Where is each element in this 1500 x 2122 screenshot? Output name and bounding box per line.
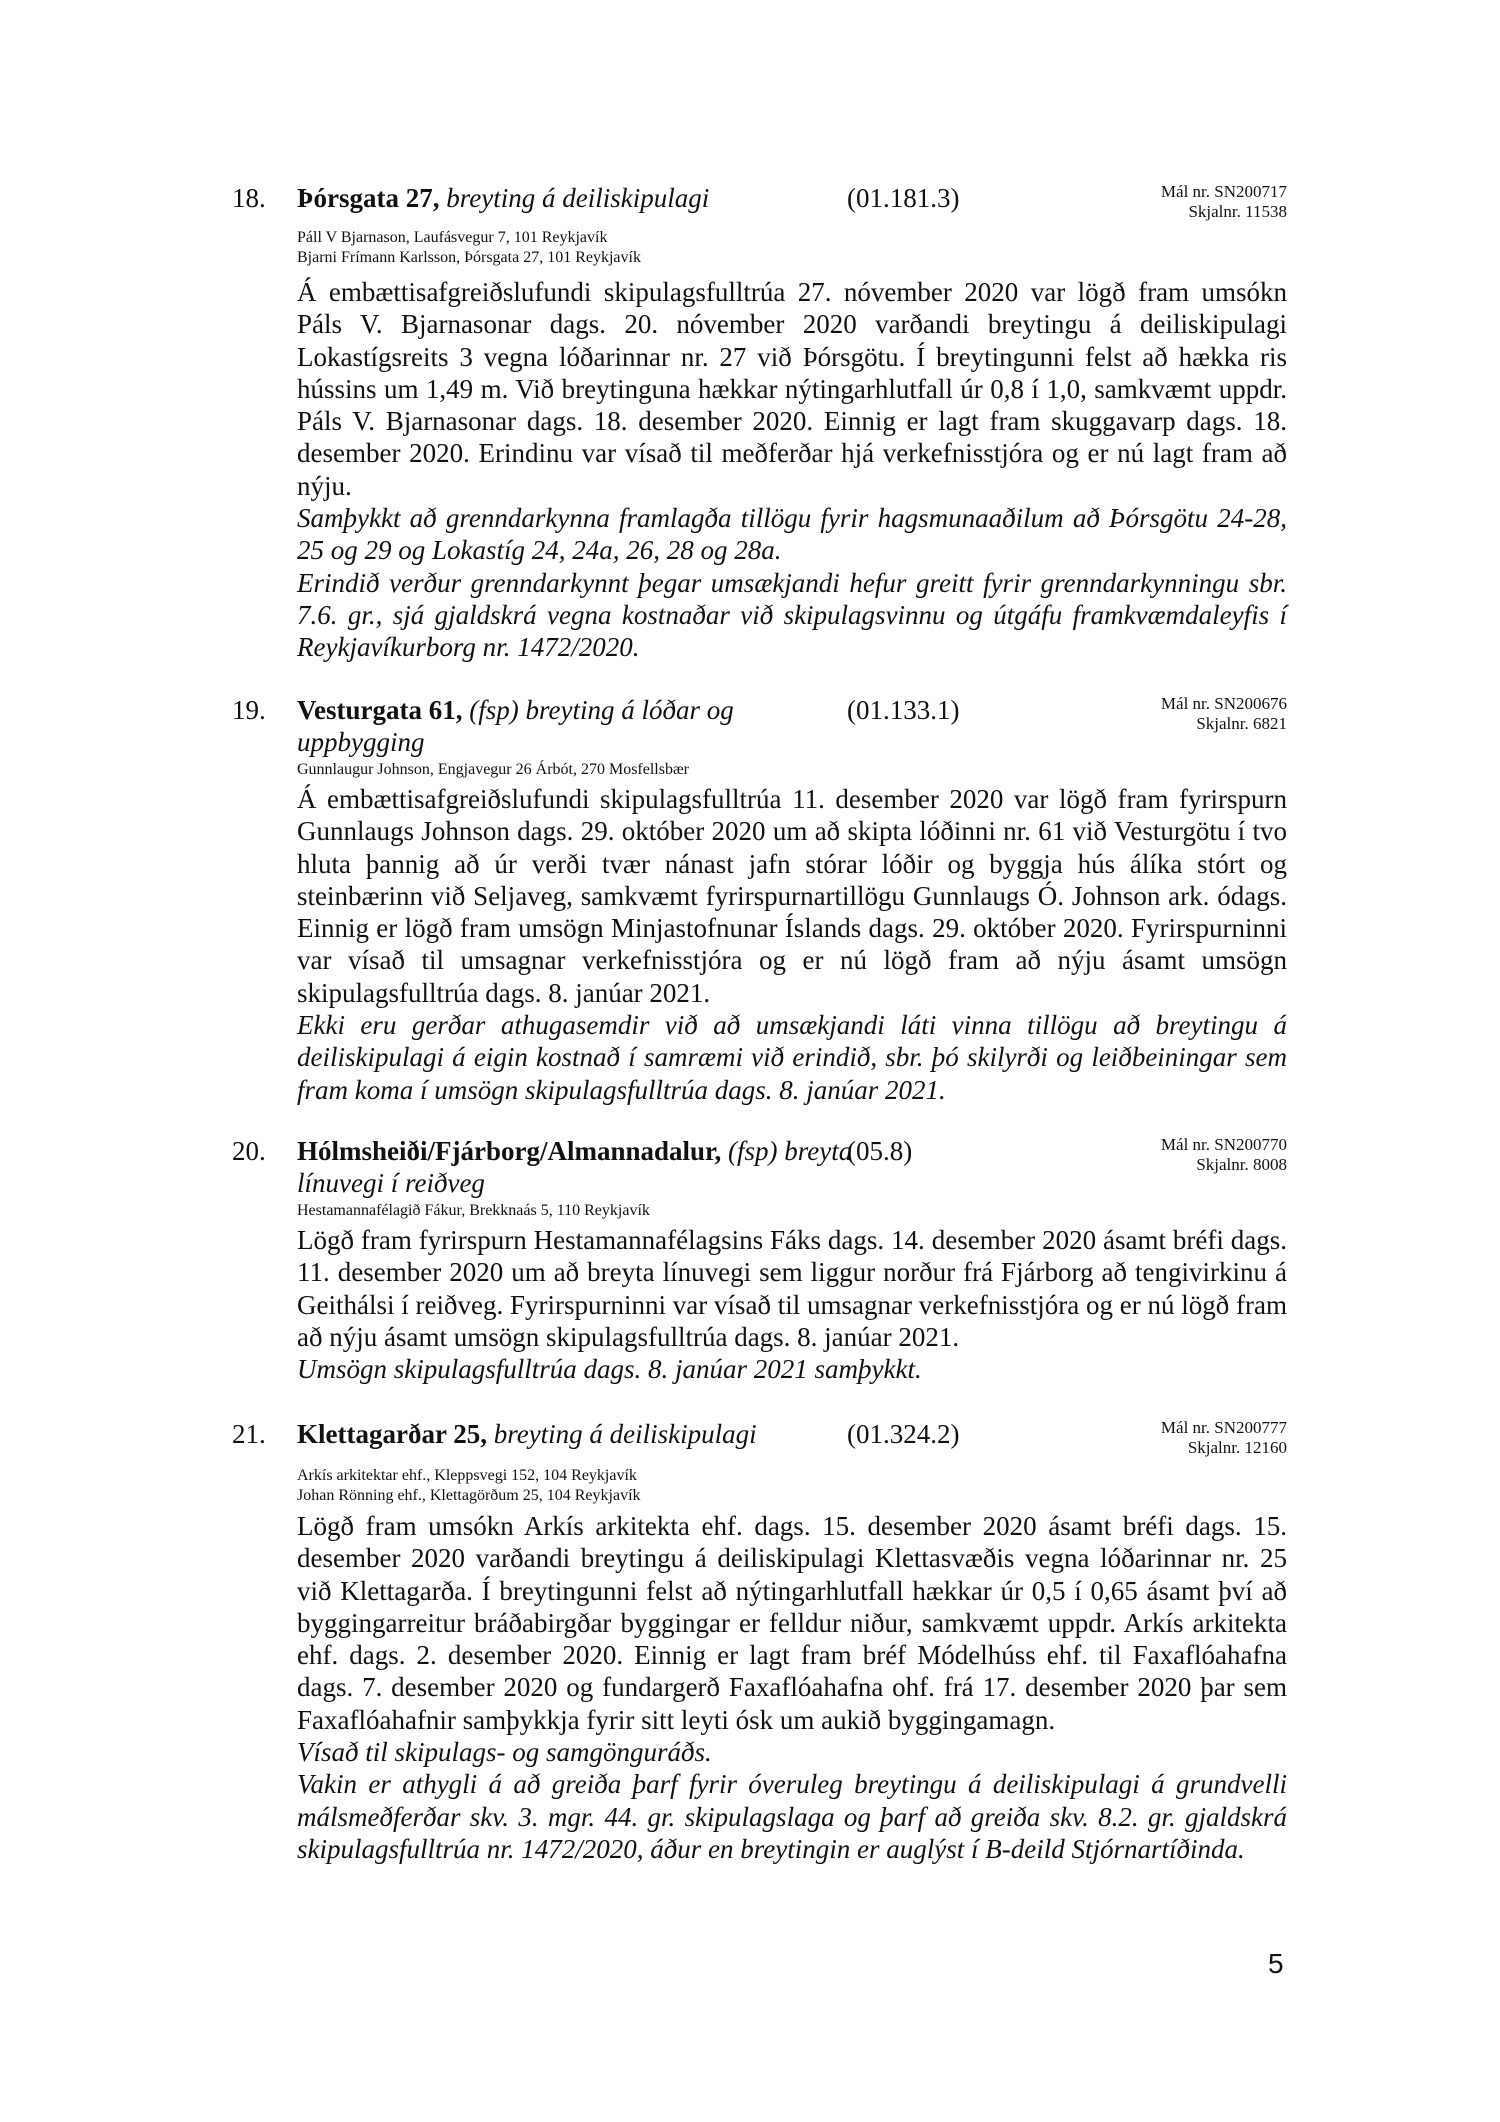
item-code: (01.181.3) xyxy=(847,183,960,213)
item-code: (01.133.1) xyxy=(847,695,960,725)
item-description: Á embættisafgreiðslufundi skipulagsfulltrúa 11. desember 2020 var lögð fram fyrirspurn Gunnlaugs Johnson dags. 29. október 2020 um að skipta lóðinni nr. 61 við Vesturgötu í tvo hluta þannig að úr verði tvær nánast jafn stórar lóðir og byggja hús álíka stórt og steinbærinn við Seljaveg, samkvæmt fyrirspurnartillögu Gunnlaugs Ó. Johnson ark. ódags. Einnig er lögð fram umsögn Minjastofnunar Íslands dags. 29. október 2020. Fyrirspurninni var vísað til umsagnar verkefnisstjóra og er nú lögð fram að nýju ásamt umsögn skipulagsfulltrúa dags. 8. janúar 2021. xyxy=(297,784,1287,1008)
item-reference xyxy=(1161,1135,1287,1175)
item-title: Klettagarðar 25, xyxy=(297,1419,487,1449)
item-decision: Ekki eru gerðar athugasemdir við að umsækjandi láti vinna tillögu að breytingu á deiliskipulagi á eigin kostnað í samræmi við erindið, sbr. þó skilyrði og leiðbeiningar sem fram koma í umsögn skipulagsfulltrúa dags. 8. janúar 2021. xyxy=(297,1010,1287,1105)
page-number: 5 xyxy=(1268,1948,1284,1979)
item-decision: Samþykkt að grenndarkynna framlagða tillögu fyrir hagsmunaaðilum að Þórsgötu 24-28, 25 og 29 og Lokastíg 24, 24a, 26, 28 og 28a. xyxy=(297,503,1287,566)
case-number: Mál nr. SN200777 xyxy=(1160,1418,1287,1437)
item-number: 19. xyxy=(232,695,266,725)
item-heading xyxy=(297,1418,857,1450)
item-heading xyxy=(297,182,857,214)
applicant-list xyxy=(297,1201,650,1221)
item-description: Lögð fram umsókn Arkís arkitekta ehf. dags. 15. desember 2020 ásamt bréfi dags. 15. desember 2020 varðandi breytingu á deiliskipulagi Klettasvæðis vegna lóðarinnar nr. 25 við Klettagarða. Í breytingunni felst að nýtingarhlutfall hækkar úr 0,5 í 0,65 ásamt því að byggingarreitur bráðabirgðar byggingar er felldur niður, samkvæmt uppdr. Arkís arkitekta ehf. dags. 2. desember 2020. Einnig er lagt fram bréf Módelhúss ehf. til Faxaflóahafna dags. 7. desember 2020 og fundargerð Faxaflóahafna ohf. frá 17. desember 2020 þar sem Faxaflóahafnir samþykkja fyrir sitt leyti ósk um aukið byggingamagn. xyxy=(297,1511,1287,1735)
file-number: Skjalnr. 11538 xyxy=(1188,202,1287,221)
item-number: 18. xyxy=(232,183,266,213)
applicant: Hestamannafélagið Fákur, Brekknaás 5, 110 Reykjavík xyxy=(297,1202,650,1219)
item-code: (05.8) xyxy=(847,1136,913,1166)
item-number: 20. xyxy=(232,1136,266,1166)
file-number: Skjalnr. 8008 xyxy=(1196,1155,1287,1174)
applicant-list xyxy=(297,760,689,780)
item-title: Hólmsheiði/Fjárborg/Almannadalur, xyxy=(297,1136,722,1166)
applicant: Gunnlaugur Johnson, Engjavegur 26 Árbót, 270 Mosfellsbær xyxy=(297,761,689,778)
case-number: Mál nr. SN200717 xyxy=(1160,182,1287,201)
applicant: Páll V Bjarnason, Laufásvegur 7, 101 Reykjavík xyxy=(297,229,608,246)
item-subtitle: breyting á deiliskipulagi xyxy=(439,183,710,213)
item-heading xyxy=(297,694,777,758)
item-decision: Erindið verður grenndarkynnt þegar umsækjandi hefur greitt fyrir grenndarkynningu sbr. 7.6. gr., sjá gjaldskrá vegna kostnaðar við skipulagsvinnu og útgáfu framkvæmdaleyfis í Reykjavíkurborg nr. 1472/2020. xyxy=(297,567,1287,663)
item-decision: Vakin er athygli á að greiða þarf fyrir óveruleg breytingu á deiliskipulagi á grundvelli málsmeðferðar skv. 3. mgr. 44. gr. skipulagslaga og þarf að greiða skv. 8.2. gr. gjaldskrá skipulagsfulltrúa nr. 1472/2020, áður en breytingin er auglýst í B-deild Stjórnartíðinda. xyxy=(297,1769,1287,1864)
item-number: 21. xyxy=(232,1419,266,1449)
item-title: Þórsgata 27, xyxy=(297,183,440,213)
case-number: Mál nr. SN200676 xyxy=(1160,694,1287,713)
file-number: Skjalnr. 6821 xyxy=(1196,714,1287,733)
item-subtitle: (fsp) breyta línuvegi í reiðveg xyxy=(297,1136,853,1198)
applicant: Bjarni Frímann Karlsson, Þórsgata 27, 101 Reykjavík xyxy=(297,249,641,266)
applicant-list xyxy=(297,228,641,268)
item-body xyxy=(297,276,1287,664)
item-decision: Umsögn skipulagsfulltrúa dags. 8. janúar 2021 samþykkt. xyxy=(297,1354,922,1385)
item-decision: Vísað til skipulags- og samgönguráðs. xyxy=(297,1737,712,1768)
file-number: Skjalnr. 12160 xyxy=(1187,1438,1287,1457)
applicant: Arkís arkitektar ehf., Kleppsvegi 152, 104 Reykjavík xyxy=(297,1467,637,1484)
item-reference xyxy=(1161,182,1287,222)
item-code: (01.324.2) xyxy=(847,1419,960,1449)
item-body xyxy=(297,1224,1287,1385)
item-title: Vesturgata 61, xyxy=(297,695,463,725)
applicant-list xyxy=(297,1466,641,1506)
applicant: Johan Rönning ehf., Klettagörðum 25, 104 Reykjavík xyxy=(297,1487,641,1504)
item-heading xyxy=(297,1135,857,1199)
case-number: Mál nr. SN200770 xyxy=(1160,1135,1287,1154)
item-description: Á embættisafgreiðslufundi skipulagsfulltrúa 27. nóvember 2020 var lögð fram umsókn Páls V. Bjarnasonar dags. 20. nóvember 2020 varðandi breytingu á deiliskipulagi Lokastígsreits 3 vegna lóðarinnar nr. 27 við Þórsgötu. Í breytingunni felst að hækka ris hússins um 1,49 m. Við breytinguna hækkar nýtingarhlutfall úr 0,8 í 1,0, samkvæmt uppdr. Páls V. Bjarnasonar dags. 18. desember 2020. Einnig er lagt fram skuggavarp dags. 18. desember 2020. Erindinu var vísað til meðferðar hjá verkefnisstjóra og er nú lagt fram að nýju. xyxy=(297,277,1287,501)
item-reference xyxy=(1161,1418,1287,1458)
item-body xyxy=(297,783,1287,1106)
item-subtitle: (fsp) breyting á lóðar og uppbygging xyxy=(297,695,734,757)
item-subtitle: breyting á deiliskipulagi xyxy=(486,1419,757,1449)
item-body xyxy=(297,1510,1287,1865)
item-reference xyxy=(1161,694,1287,734)
item-description: Lögð fram fyrirspurn Hestamannafélagsins Fáks dags. 14. desember 2020 ásamt bréfi dags. 11. desember 2020 um að breyta línuvegi sem liggur norður frá Fjárborg að tengivirkinu á Geithálsi í reiðveg. Fyrirspurninni var vísað til umsagnar verkefnisstjóra og er nú lögð fram að nýju ásamt umsögn skipulagsfulltrúa dags. 8. janúar 2021. xyxy=(297,1225,1287,1352)
